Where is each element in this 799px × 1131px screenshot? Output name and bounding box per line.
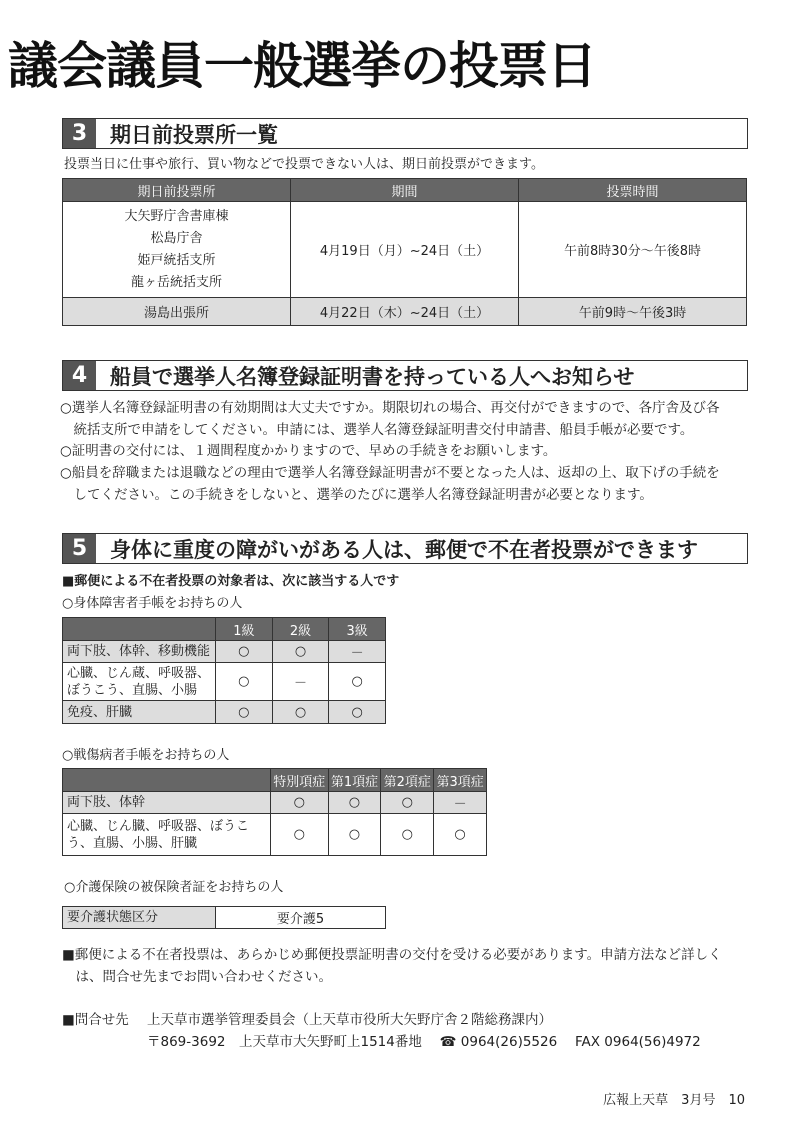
cell: ○ [272,641,329,663]
intro-text: 投票当日に仕事や旅行、買い物などで投票できない人は、期日前投票ができます。 [64,157,544,172]
target-heading: ■郵便による不在者投票の対象者は、次に該当する人です [62,574,400,589]
period: 4月22日（木）~24日（土） [291,298,519,326]
table-row [63,701,386,724]
section-number: 4 [63,361,96,390]
cell: ○ [329,701,386,724]
place: 龍ヶ岳統括支所 [130,274,222,290]
table-row [63,907,386,929]
table-row [63,663,386,701]
section-title: 船員で選挙人名簿登録証明書を持っている人へお知らせ [110,364,635,389]
place: 大矢野庁舎書庫棟 [124,208,229,224]
section-title: 身体に重度の障がいがある人は、郵便で不在者投票ができます [110,537,698,562]
cell: 心臓、じん蔵、呼吸器、ぼうこう、直腸、小腸 [63,663,216,701]
table-row [63,298,747,326]
cell: 両下肢、体幹、移動機能 [63,641,216,663]
contact-details [147,1031,701,1053]
contact-label: ■問合せ先 [62,1012,129,1028]
col-header: 期間 [291,179,519,202]
caption: ○身体障害者手帳をお持ちの人 [62,596,243,611]
section-3-header [62,118,748,149]
cell: ○ [434,814,487,856]
note-line: ■郵便による不在者投票は、あらかじめ郵便投票証明書の交付を受ける必要があります。申請方法など詳しく [62,947,722,963]
section-5-header [62,533,748,564]
page-footer: 広報上天草 3月号 10 [603,1093,745,1108]
col-header: 第2項症 [381,769,434,792]
notice-list [60,398,720,507]
cell: ○ [271,792,329,814]
section-number: 3 [63,119,96,148]
period: 4月19日（月）~24日（土） [291,202,519,298]
cell: ○ [329,663,386,701]
notice-line: ○証明書の交付には、１週間程度かかりますので、早めの手続きをお願いします。 [60,443,557,460]
address: 〒869-3692 上天草市大矢野町上1514番地 [147,1034,422,1050]
table-row [63,792,487,814]
place: 姫戸統括支所 [137,252,216,268]
place: 湯島出張所 [63,298,291,326]
cell: ○ [381,792,434,814]
col-header: 3級 [329,618,386,641]
col-header: 特別項症 [271,769,329,792]
phone[interactable]: ☎ 0964(26)5526 [439,1034,558,1050]
section-4-header [62,360,748,391]
cell: ○ [328,814,381,856]
col-header: 1級 [216,618,273,641]
cell: 要介護状態区分 [63,907,216,929]
war-injury-table [62,768,487,856]
col-header: 投票時間 [519,179,747,202]
cell: 要介護5 [216,907,386,929]
place: 松島庁舎 [150,230,203,246]
care-table [62,906,386,929]
cell: － [434,792,487,814]
cell: － [272,663,329,701]
cell: ○ [272,701,329,724]
note-line: は、問合せ先までお問い合わせください。 [62,969,332,985]
cell: － [329,641,386,663]
table-row [63,202,747,298]
disability-table [62,617,386,724]
col-header: 2級 [272,618,329,641]
cell: 心臓、じん臓、呼吸器、ぼうこう、直腸、小腸、肝臓 [63,814,271,856]
cell: 両下肢、体幹 [63,792,271,814]
cell: ○ [216,641,273,663]
table-row [63,814,487,856]
hours: 午前8時30分～午後8時 [519,202,747,298]
col-header: 期日前投票所 [63,179,291,202]
caption: ○介護保険の被保険者証をお持ちの人 [64,880,284,895]
cell: ○ [271,814,329,856]
section-number: 5 [63,534,96,563]
section-title: 期日前投票所一覧 [110,122,278,147]
table-row [63,641,386,663]
cell: 免疫、肝臓 [63,701,216,724]
notice-line: 統括支所で申請をしてください。申請には、選挙人名簿登録証明書交付申請書、船員手帳が必要です。 [60,421,694,438]
caption: ○戦傷病者手帳をお持ちの人 [62,748,230,763]
page-title: 議会議員一般選挙の投票日 [8,37,596,95]
cell: ○ [328,792,381,814]
col-header: 第1項症 [328,769,381,792]
early-voting-table [62,178,747,326]
cell: ○ [381,814,434,856]
postal-note [62,944,722,988]
fax: FAX 0964(56)4972 [575,1034,701,1050]
notice-line: ○船員を辞職または退職などの理由で選挙人名簿登録証明書が不要となった人は、返却の上、取下げの手続を [60,465,720,482]
cell: ○ [216,701,273,724]
notice-line: ○選挙人名簿登録証明書の有効期間は大丈夫ですか。期限切れの場合、再交付ができますので、各庁舎及び各 [60,400,720,416]
notice-line: してください。この手続きをしないと、選挙のたびに選挙人名簿登録証明書が必要となります。 [60,486,653,503]
hours: 午前9時～午後3時 [519,298,747,326]
col-header: 第3項症 [434,769,487,792]
cell: ○ [216,663,273,701]
contact-org: 上天草市選挙管理委員会（上天草市役所大矢野庁舎２階総務課内） [147,1012,552,1028]
